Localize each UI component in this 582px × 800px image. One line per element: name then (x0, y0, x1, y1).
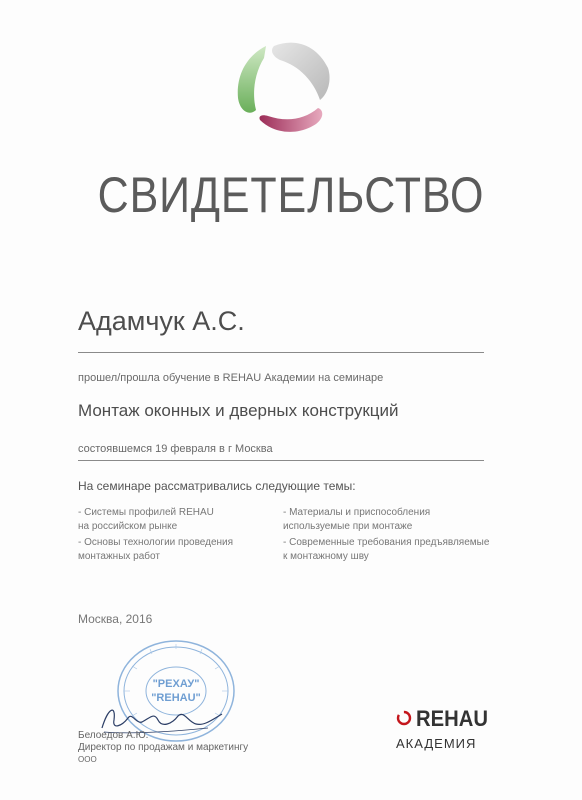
topic-line: - Основы технологии проведения (78, 537, 234, 548)
topics-heading: На семинаре рассматривались следующие темы: (78, 479, 356, 493)
rehau-academy-logo (396, 706, 506, 760)
course-title: Монтаж оконных и дверных конструкций (78, 401, 399, 420)
topic-line: на российском рынке (78, 521, 178, 532)
topic-item (283, 506, 473, 534)
rehau-academy-emblem-icon (228, 38, 338, 138)
signer-name: Белоедов А.Ю. (78, 730, 149, 741)
topic-line: - Материалы и приспособления (283, 507, 431, 518)
divider-line (78, 352, 484, 353)
topic-item (78, 536, 268, 564)
completion-statement: прошел/прошла обучение в REHAU Академии на семинаре (78, 372, 384, 384)
signer-block (78, 730, 248, 766)
brand-name: REHAU (416, 706, 488, 731)
signer-position: Директор по продажам и маркетингу (78, 742, 249, 753)
recipient-name: Адамчук А.С. (78, 306, 245, 336)
brand-subtitle: АКАДЕМИЯ (396, 736, 477, 751)
topic-line: - Современные требования предъявляемые (283, 537, 490, 548)
certificate-title: СВИДЕТЕЛЬСТВО (97, 167, 485, 223)
topic-line: монтажных работ (78, 551, 160, 562)
seminar-date: состоявшемся 19 февраля в г Москва (78, 443, 273, 455)
topic-line: к монтажному шву (283, 551, 369, 562)
topic-item (78, 506, 268, 534)
topic-item (283, 536, 493, 564)
place-and-year: Москва, 2016 (78, 612, 153, 626)
stamp-text-line: "РЕХАУ" (152, 678, 200, 690)
stamp-text-line: "REHAU" (151, 692, 201, 704)
topic-line: - Системы профилей REHAU (78, 507, 214, 518)
divider-line (78, 460, 484, 461)
rehau-mark-icon (396, 710, 412, 726)
signer-company: ООО (78, 755, 97, 764)
topic-line: используемые при монтаже (283, 521, 413, 532)
